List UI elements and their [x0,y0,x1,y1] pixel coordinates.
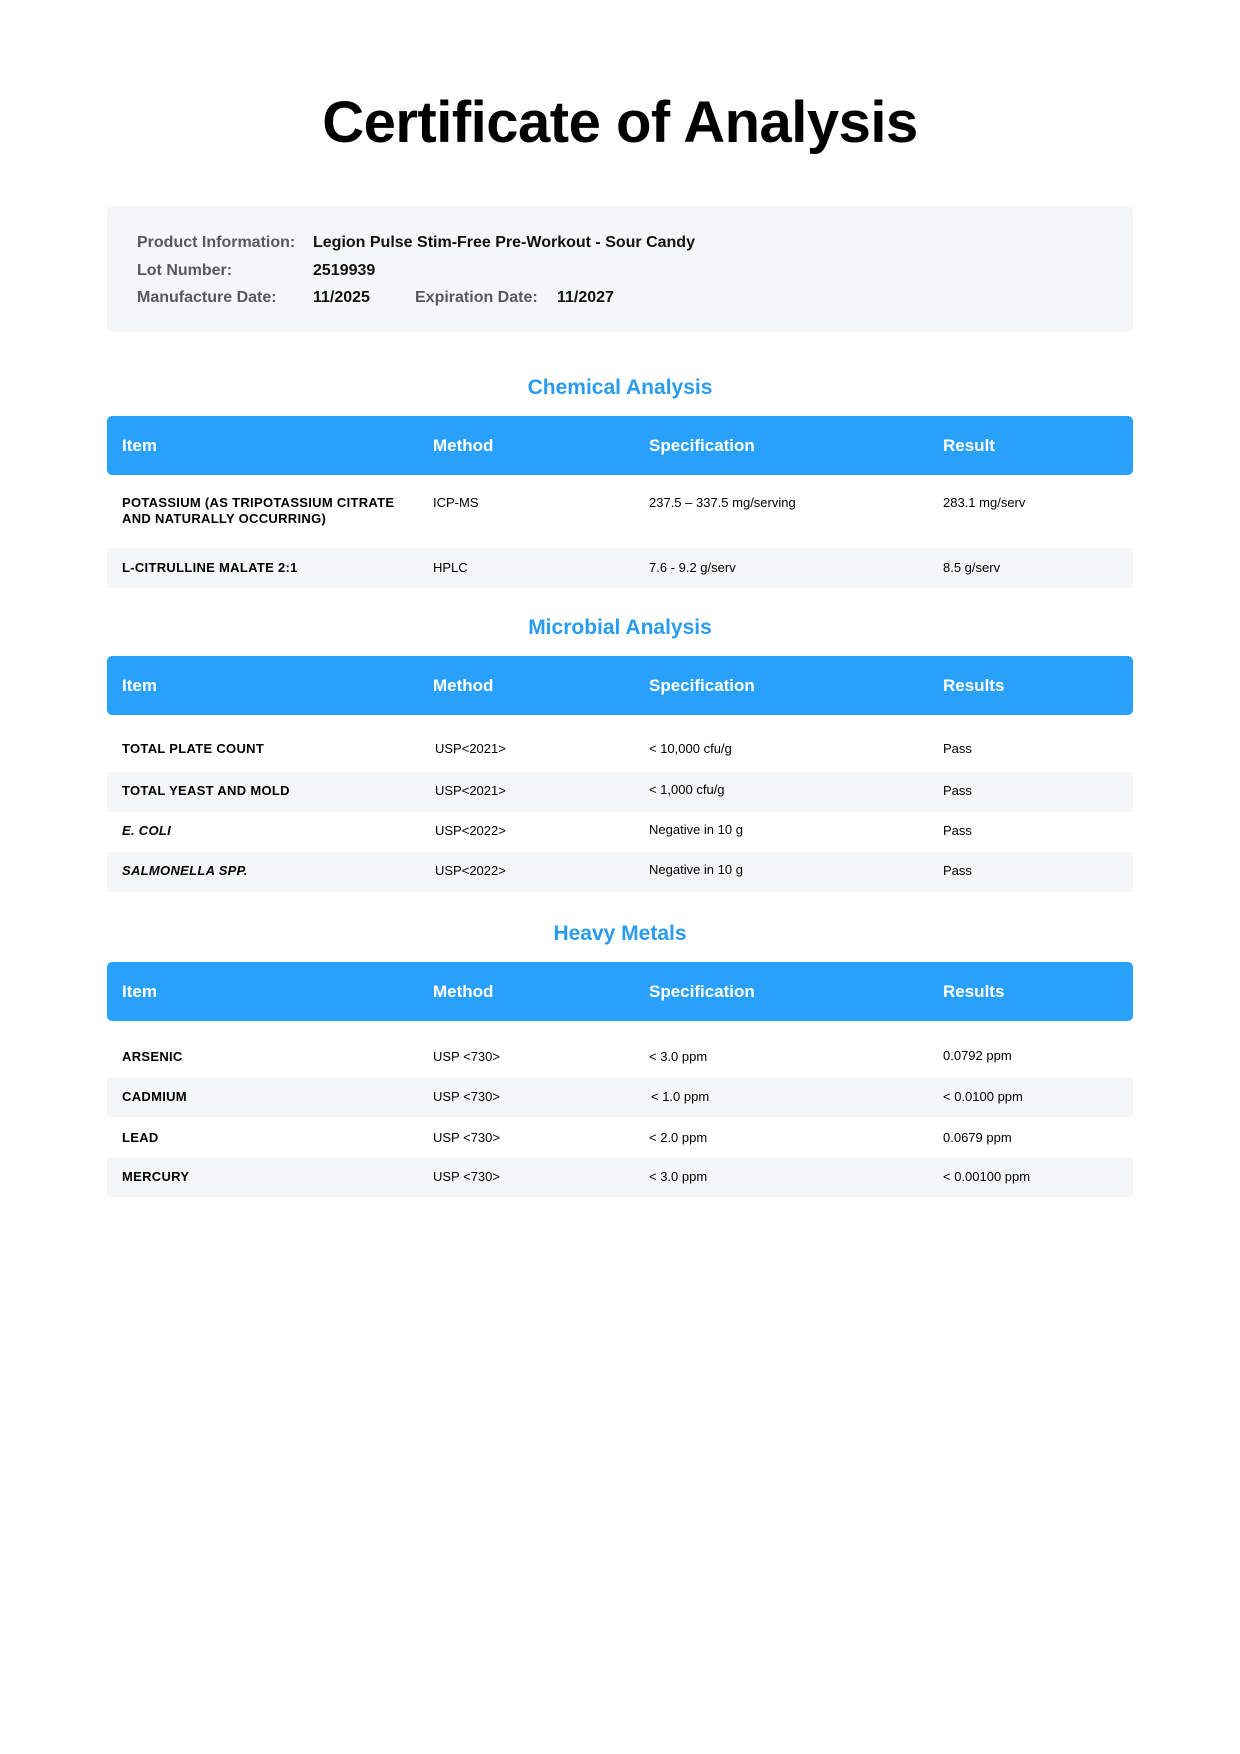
table-row [107,487,1133,537]
item-cell: TOTAL PLATE COUNT [122,741,265,756]
product-info-panel [107,206,1133,332]
method-cell: USP<2021> [435,783,506,798]
item-cell: CADMIUM [122,1089,187,1104]
table-row [107,1117,1133,1157]
method-cell: USP<2021> [435,741,506,756]
item-cell: TOTAL YEAST AND MOLD [122,783,290,798]
table-row [107,772,1133,812]
chemical-analysis-table [107,416,1133,588]
manufacture-date: 11/2025 [313,289,370,306]
result-cell: Pass [943,863,972,878]
header-results: Results [943,982,1005,1001]
chemical-analysis-title: Chemical Analysis [527,376,713,399]
product-name: Legion Pulse Stim-Free Pre-Workout - Sour Candy [313,234,695,251]
specification-cell: < 1.0 ppm [651,1089,710,1104]
table-row [107,1037,1133,1077]
header-specification: Specification [649,436,755,455]
lot-number: 2519939 [313,262,376,279]
header-method: Method [433,436,494,455]
item-cell: L-CITRULLINE MALATE 2:1 [122,560,298,575]
method-cell: USP <730> [433,1049,500,1064]
table-row [107,548,1133,588]
item-cell: SALMONELLA SPP. [122,863,248,878]
table-row [107,852,1133,892]
result-cell: Pass [943,823,972,838]
method-cell: USP<2022> [435,863,506,878]
table-header [107,656,1133,715]
method-cell: USP <730> [433,1130,500,1145]
header-item: Item [122,676,157,695]
specification-cell: Negative in 10 g [649,862,743,877]
table-row [107,731,1133,771]
table-header [107,962,1133,1021]
result-cell: 283.1 mg/serv [943,495,1026,510]
specification-cell: < 10,000 cfu/g [649,741,732,756]
result-cell: Pass [943,783,972,798]
expiration-date-label: Expiration Date: [415,289,538,306]
header-method: Method [433,676,494,695]
specification-cell: < 2.0 ppm [649,1130,708,1145]
item-cell: MERCURY [122,1169,190,1184]
lot-number-label: Lot Number: [137,262,233,279]
product-info-label: Product Information: [137,234,296,251]
header-item: Item [122,436,157,455]
microbial-analysis-title: Microbial Analysis [528,616,712,639]
result-cell: < 0.00100 ppm [943,1169,1031,1184]
result-cell: 8.5 g/serv [943,560,1001,575]
specification-cell: < 3.0 ppm [649,1049,708,1064]
specification-cell: < 1,000 cfu/g [649,782,725,797]
result-cell: 0.0679 ppm [943,1130,1012,1145]
method-cell: HPLC [433,560,468,575]
header-specification: Specification [649,676,755,695]
header-results: Results [943,676,1005,695]
item-cell: E. COLI [122,823,172,838]
header-item: Item [122,982,157,1001]
header-result: Result [943,436,995,455]
table-row [107,812,1133,852]
method-cell: USP<2022> [435,823,506,838]
table-header [107,416,1133,475]
microbial-analysis-table [107,656,1133,892]
page-title: Certificate of Analysis [322,90,918,155]
item-cell: LEAD [122,1130,159,1145]
table-row [107,1157,1133,1197]
manufacture-date-label: Manufacture Date: [137,289,277,306]
method-cell: USP <730> [433,1089,500,1104]
result-cell: 0.0792 ppm [943,1048,1012,1063]
heavy-metals-table [107,962,1133,1197]
expiration-date: 11/2027 [557,289,614,306]
header-specification: Specification [649,982,755,1001]
specification-cell: 237.5 – 337.5 mg/serving [649,495,796,510]
specification-cell: 7.6 - 9.2 g/serv [649,560,736,575]
header-method: Method [433,982,494,1001]
method-cell: ICP-MS [433,495,479,510]
method-cell: USP <730> [433,1169,500,1184]
specification-cell: Negative in 10 g [649,822,743,837]
item-cell: POTASSIUM (AS TRIPOTASSIUM CITRATE AND NATURALLY OCCURRING) [122,495,395,526]
result-cell: < 0.0100 ppm [943,1089,1023,1104]
result-cell: Pass [943,741,972,756]
item-cell: ARSENIC [122,1049,183,1064]
specification-cell: < 3.0 ppm [649,1169,708,1184]
heavy-metals-title: Heavy Metals [553,922,687,945]
table-row [107,1077,1133,1117]
